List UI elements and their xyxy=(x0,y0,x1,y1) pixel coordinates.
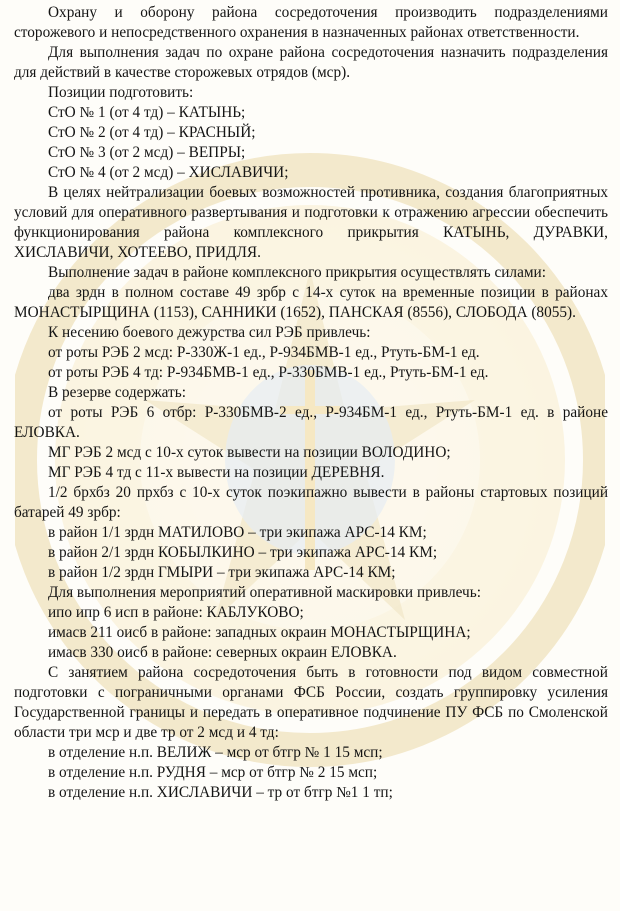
list-item: от роты РЭБ 2 мсд: Р-330Ж-1 ед., Р-934БМВ-1 ед., Ртуть-БМ-1 ед. xyxy=(48,344,480,361)
paragraph: МГ РЭБ 4 тд с 11-х вывести на позиции ДЕРЕВНЯ. xyxy=(48,464,385,481)
list-item: в отделение н.п. РУДНЯ – мср от бтгр № 2 15 мсп; xyxy=(48,764,378,781)
list-item: СтО № 2 (от 4 тд) – КРАСНЫЙ; xyxy=(48,124,256,141)
paragraph: от роты РЭБ 6 отбр: Р-330БМВ-2 ед., Р-934БМ-1 ед., Ртуть-БМ-1 ед. в районе ЕЛОВКА. xyxy=(14,404,608,441)
paragraph: В целях нейтрализации боевых возможностей противника, создания благоприятных условий для оперативного развертывания и подготовки к отражению агрессии обеспечить функционирования района комплексного прикрытия КАТЫНЬ, ДУРАВКИ, ХИСЛАВИЧИ, ХОТЕЕВО, ПРИДЛЯ. xyxy=(14,184,608,261)
paragraph: Позиции подготовить: xyxy=(48,84,194,101)
list-item: СтО № 1 (от 4 тд) – КАТЫНЬ; xyxy=(48,104,246,121)
paragraph: Для выполнения мероприятий оперативной маскировки привлечь: xyxy=(48,584,481,601)
paragraph: 1/2 брхбз 20 прхбз с 10-х суток поэкипажно вывести в районы стартовых позиций батарей 49 зрбр: xyxy=(14,484,608,521)
list-item: СтО № 4 (от 2 мсд) – ХИСЛАВИЧИ; xyxy=(48,164,289,181)
paragraph: С занятием района сосредоточения быть в готовности под видом совместной подготовки с пограничными органами ФСБ России, создать группировку усиления Государственной границы и передать в оперативное подчинение ПУ ФСБ по Смоленской области три мср и две тр от 2 мсд и 4 тд: xyxy=(14,664,608,741)
list-item: в район 1/1 зрдн МАТИЛОВО – три экипажа АРС-14 КМ; xyxy=(48,524,427,541)
list-item: в отделение н.п. ВЕЛИЖ – мср от бтгр № 1 15 мсп; xyxy=(48,744,383,761)
list-item: в район 1/2 зрдн ГМЫРИ – три экипажа АРС-14 КМ; xyxy=(48,564,396,581)
list-item: имасв 330 оисб в районе: северных окраин ЕЛОВКА. xyxy=(48,644,397,661)
paragraph: два зрдн в полном составе 49 зрбр с 14-х суток на временные позиции в районах МОНАСТЫРЩИНА (1153), САННИКИ (1652), ПАНСКАЯ (8556), СЛОБОДА (8055). xyxy=(14,284,608,321)
list-item: имасв 211 оисб в районе: западных окраин МОНАСТЫРЩИНА; xyxy=(48,624,471,641)
paragraph: К несению боевого дежурства сил РЭБ привлечь: xyxy=(48,324,371,341)
list-item: от роты РЭБ 4 тд: Р-934БМВ-1 ед., Р-330БМВ-1 ед., Ртуть-БМ-1 ед. xyxy=(48,364,489,381)
document-body xyxy=(14,3,608,803)
paragraph: Выполнение задач в районе комплексного прикрытия осуществлять силами: xyxy=(48,264,546,281)
list-item: ипо ипр 6 исп в районе: КАБЛУКОВО; xyxy=(48,604,304,621)
list-item: СтО № 3 (от 2 мсд) – ВЕПРЫ; xyxy=(48,144,246,161)
paragraph: Для выполнения задач по охране района сосредоточения назначить подразделения для действий в качестве сторожевых отрядов (мср). xyxy=(14,44,608,81)
paragraph: МГ РЭБ 2 мсд с 10-х суток вывести на позиции ВОЛОДИНО; xyxy=(48,444,451,461)
paragraph: в район 2/1 зрдн КОБЫЛКИНО – три экипажа АРС-14 КМ; xyxy=(48,544,438,561)
paragraph: Охрану и оборону района сосредоточения производить подразделениями сторожевого и непосредственного охранения в назначенных районах ответственности. xyxy=(14,4,608,41)
list-item: В резерве содержать: xyxy=(48,384,186,401)
list-item: в отделение н.п. ХИСЛАВИЧИ – тр от бтгр №1 1 тп; xyxy=(48,784,393,801)
